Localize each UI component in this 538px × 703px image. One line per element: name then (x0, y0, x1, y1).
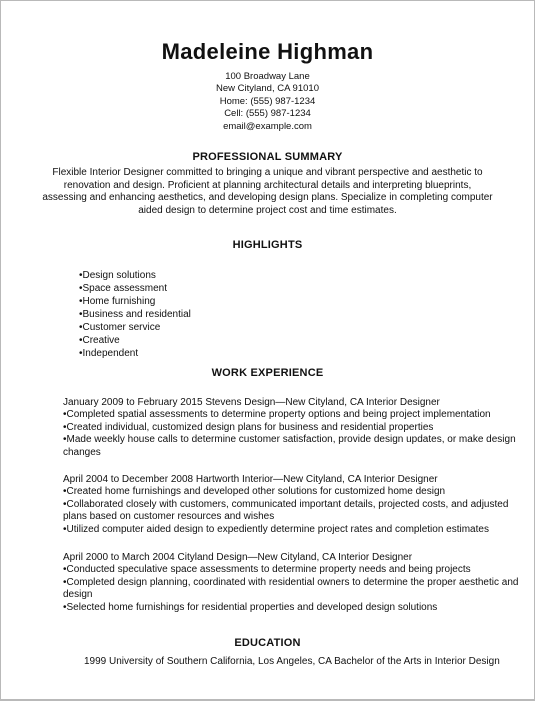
job-bullet: •Collaborated closely with customers, communicated important details, projected costs, and adjusted plans based on customer resources and wishes (63, 498, 509, 523)
job-bullet: •Utilized computer aided design to expediently determine project rates and completion estimates (63, 523, 489, 535)
candidate-name: Madeleine Highman (161, 39, 374, 64)
job-entry (63, 474, 533, 536)
experience-heading: WORK EXPERIENCE (211, 367, 324, 379)
job-bullet: •Made weekly house calls to determine customer satisfaction, provide design updates, or make design changes (63, 434, 516, 458)
education-heading: EDUCATION (234, 637, 301, 649)
highlight-item: •Creative (79, 335, 120, 346)
job-entry (63, 397, 533, 459)
highlight-item: •Customer service (79, 322, 161, 333)
job-title: April 2004 to December 2008 Hartworth Interior—New Cityland, CA Interior Designer (63, 474, 438, 485)
cell-phone: Cell: (555) 987-1234 (224, 108, 311, 120)
summary-text: Flexible Interior Designer committed to bringing a unique and vibrant perspective and aesthetic to renovation and design. Proficient at planning architectural details and interpreting blueprints, assessing and enhancing aesthetics, and developing design plans. Specialize in completing computer aided design to determine project cost and time estimates. (42, 167, 493, 216)
job-bullet: •Created individual, customized design plans for business and residential properties (63, 421, 434, 433)
email: email@example.com (223, 120, 312, 132)
job-bullet: •Completed spatial assessments to determine property options and being project implementation (63, 409, 491, 421)
highlights-heading: HIGHLIGHTS (232, 239, 303, 251)
highlights-list (79, 269, 191, 360)
job-bullet: •Selected home furnishings for residential properties and developed design solutions (63, 601, 438, 613)
home-phone: Home: (555) 987-1234 (219, 95, 316, 107)
job-bullet: •Created home furnishings and developed other solutions for customized home design (63, 486, 446, 498)
highlight-item: •Design solutions (79, 270, 156, 281)
summary-heading: PROFESSIONAL SUMMARY (192, 151, 343, 163)
highlight-item: •Home furnishing (79, 296, 156, 307)
address-line-2: New Cityland, CA 91010 (216, 83, 319, 95)
job-title: January 2009 to February 2015 Stevens Design—New Cityland, CA Interior Designer (63, 397, 440, 408)
job-bullet: •Completed design planning, coordinated with residential owners to determine the proper aesthetic and design (63, 576, 519, 601)
education-entry: 1999 University of Southern California, Los Angeles, CA Bachelor of the Arts in Interior Design (84, 656, 500, 667)
job-bullet: •Conducted speculative space assessments to determine property needs and being projects (63, 564, 471, 576)
highlight-item: •Space assessment (79, 283, 167, 294)
highlight-item: •Independent (79, 348, 139, 359)
highlight-item: •Business and residential (79, 309, 191, 320)
address-line-1: 100 Broadway Lane (225, 71, 310, 82)
contact-block (1, 71, 534, 133)
job-entry (63, 552, 533, 614)
job-title: April 2000 to March 2004 Cityland Design—New Cityland, CA Interior Designer (63, 552, 413, 563)
